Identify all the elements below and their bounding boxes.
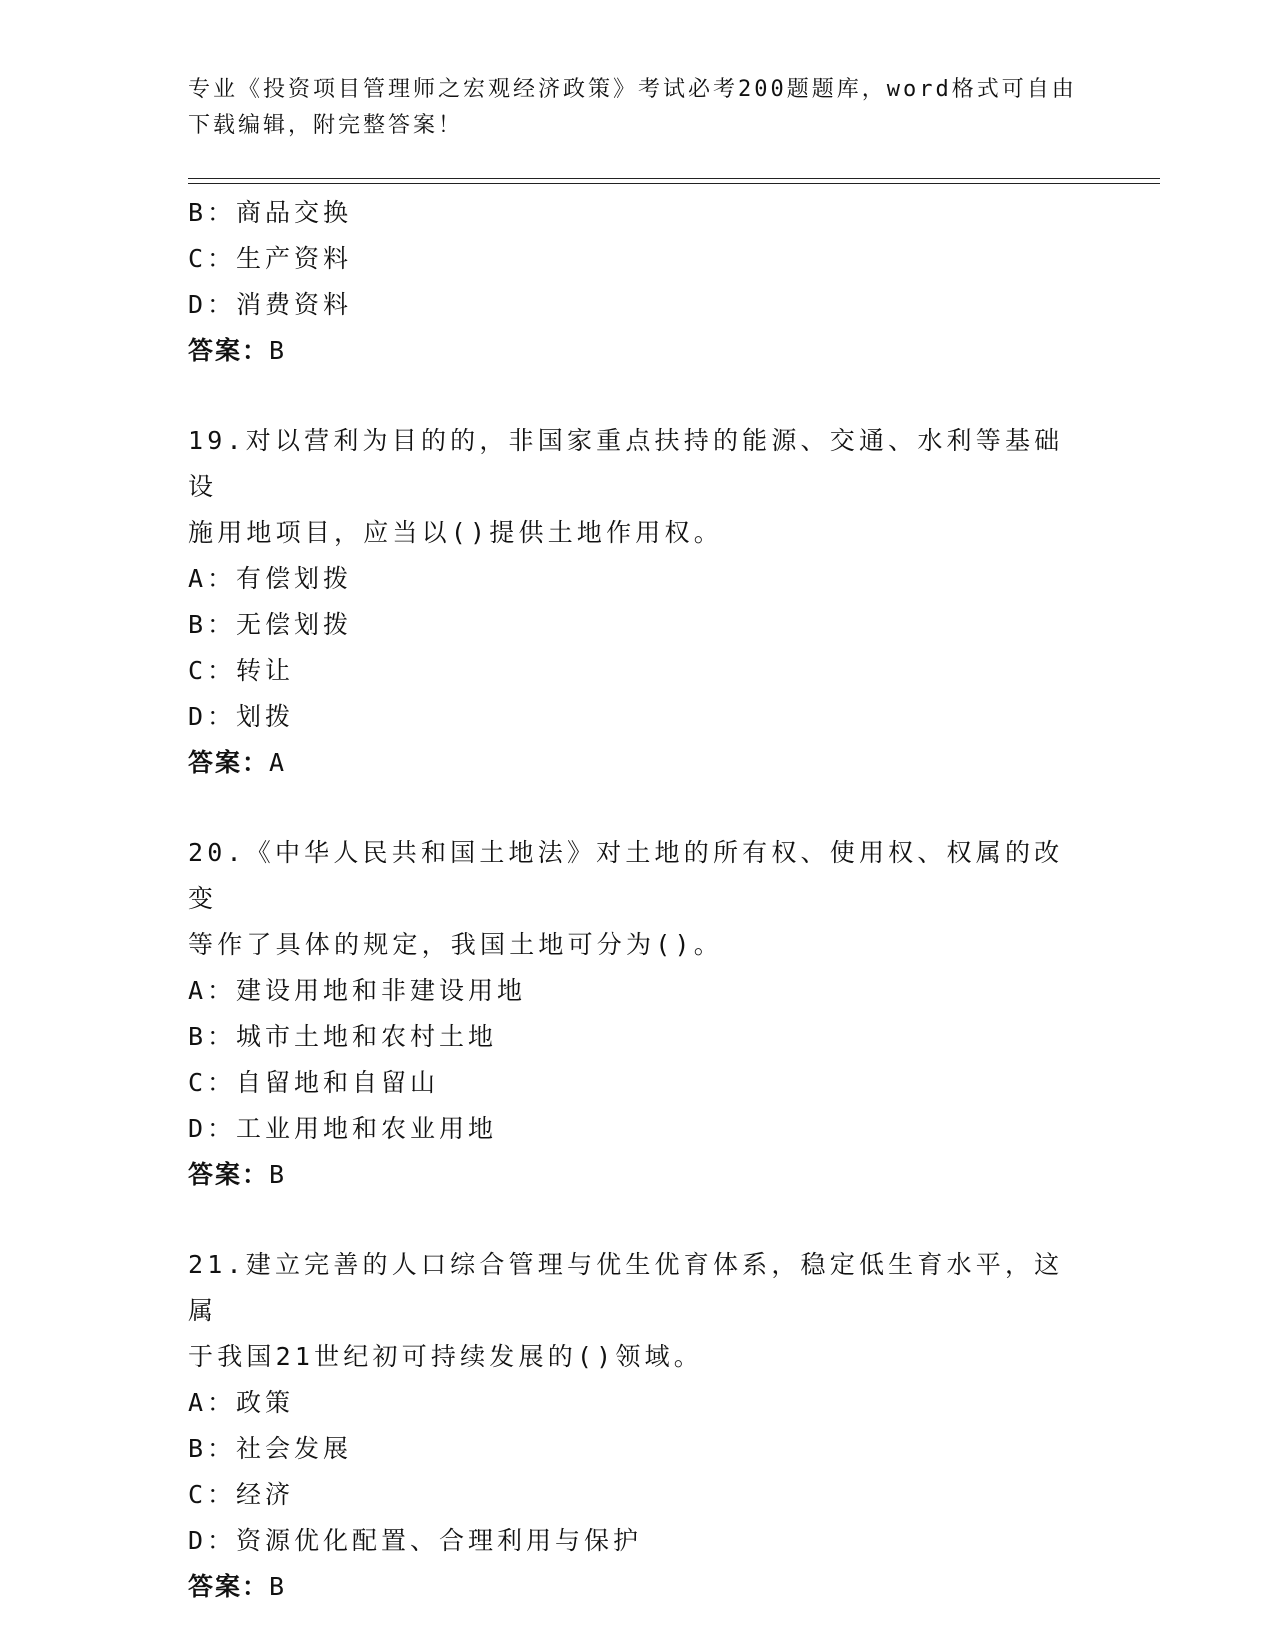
answer-value: B <box>269 1160 287 1189</box>
question-18-continued <box>188 190 1088 374</box>
question-20 <box>188 830 1088 1198</box>
header-text: 专业《投资项目管理师之宏观经济政策》考试必考200题题库，word格式可自由下载编辑，附完整答案！ <box>188 77 1077 138</box>
question-stem <box>188 830 1088 968</box>
document-header <box>188 72 1088 144</box>
answer-line <box>188 1564 1088 1610</box>
option-d: D：划拨 <box>188 702 295 731</box>
stem-line-1: 21.建立完善的人口综合管理与优生优育体系，稳定低生育水平，这属 <box>188 1250 1064 1325</box>
option-a: A：建设用地和非建设用地 <box>188 976 527 1005</box>
answer-line <box>188 1152 1088 1198</box>
header-rule-top <box>188 178 1160 179</box>
question-stem <box>188 1242 1088 1380</box>
answer-value: B <box>269 336 287 365</box>
answer-value: A <box>269 748 287 777</box>
answer-label: 答案： <box>188 748 270 777</box>
answer-label: 答案： <box>188 1572 270 1601</box>
answer-value: B <box>269 1572 287 1601</box>
header-rule-bottom <box>188 183 1160 184</box>
option-b: B：社会发展 <box>188 1434 353 1463</box>
answer-line <box>188 328 1088 374</box>
option-c: C：自留地和自留山 <box>188 1068 440 1097</box>
answer-label: 答案： <box>188 1160 270 1189</box>
stem-line-1: 20.《中华人民共和国土地法》对土地的所有权、使用权、权属的改变 <box>188 838 1064 913</box>
option-a: A：政策 <box>188 1388 295 1417</box>
option-c: C：经济 <box>188 1480 295 1509</box>
option-d: D：资源优化配置、合理利用与保护 <box>188 1526 643 1555</box>
answer-line <box>188 740 1088 786</box>
option-d: D：工业用地和农业用地 <box>188 1114 498 1143</box>
option-b: B：商品交换 <box>188 198 353 227</box>
question-stem <box>188 418 1088 556</box>
stem-line-1: 19.对以营利为目的的，非国家重点扶持的能源、交通、水利等基础设 <box>188 426 1064 501</box>
question-19 <box>188 418 1088 786</box>
stem-line-2: 施用地项目，应当以()提供土地作用权。 <box>188 518 723 547</box>
option-c: C：转让 <box>188 656 295 685</box>
option-b: B：城市土地和农村土地 <box>188 1022 498 1051</box>
question-list <box>188 190 1088 1610</box>
option-d: D：消费资料 <box>188 290 353 319</box>
question-21 <box>188 1242 1088 1610</box>
stem-line-2: 于我国21世纪初可持续发展的()领域。 <box>188 1342 704 1371</box>
answer-label: 答案： <box>188 336 270 365</box>
option-b: B：无偿划拨 <box>188 610 353 639</box>
option-a: A：有偿划拨 <box>188 564 353 593</box>
option-c: C：生产资料 <box>188 244 353 273</box>
stem-line-2: 等作了具体的规定，我国土地可分为()。 <box>188 930 723 959</box>
